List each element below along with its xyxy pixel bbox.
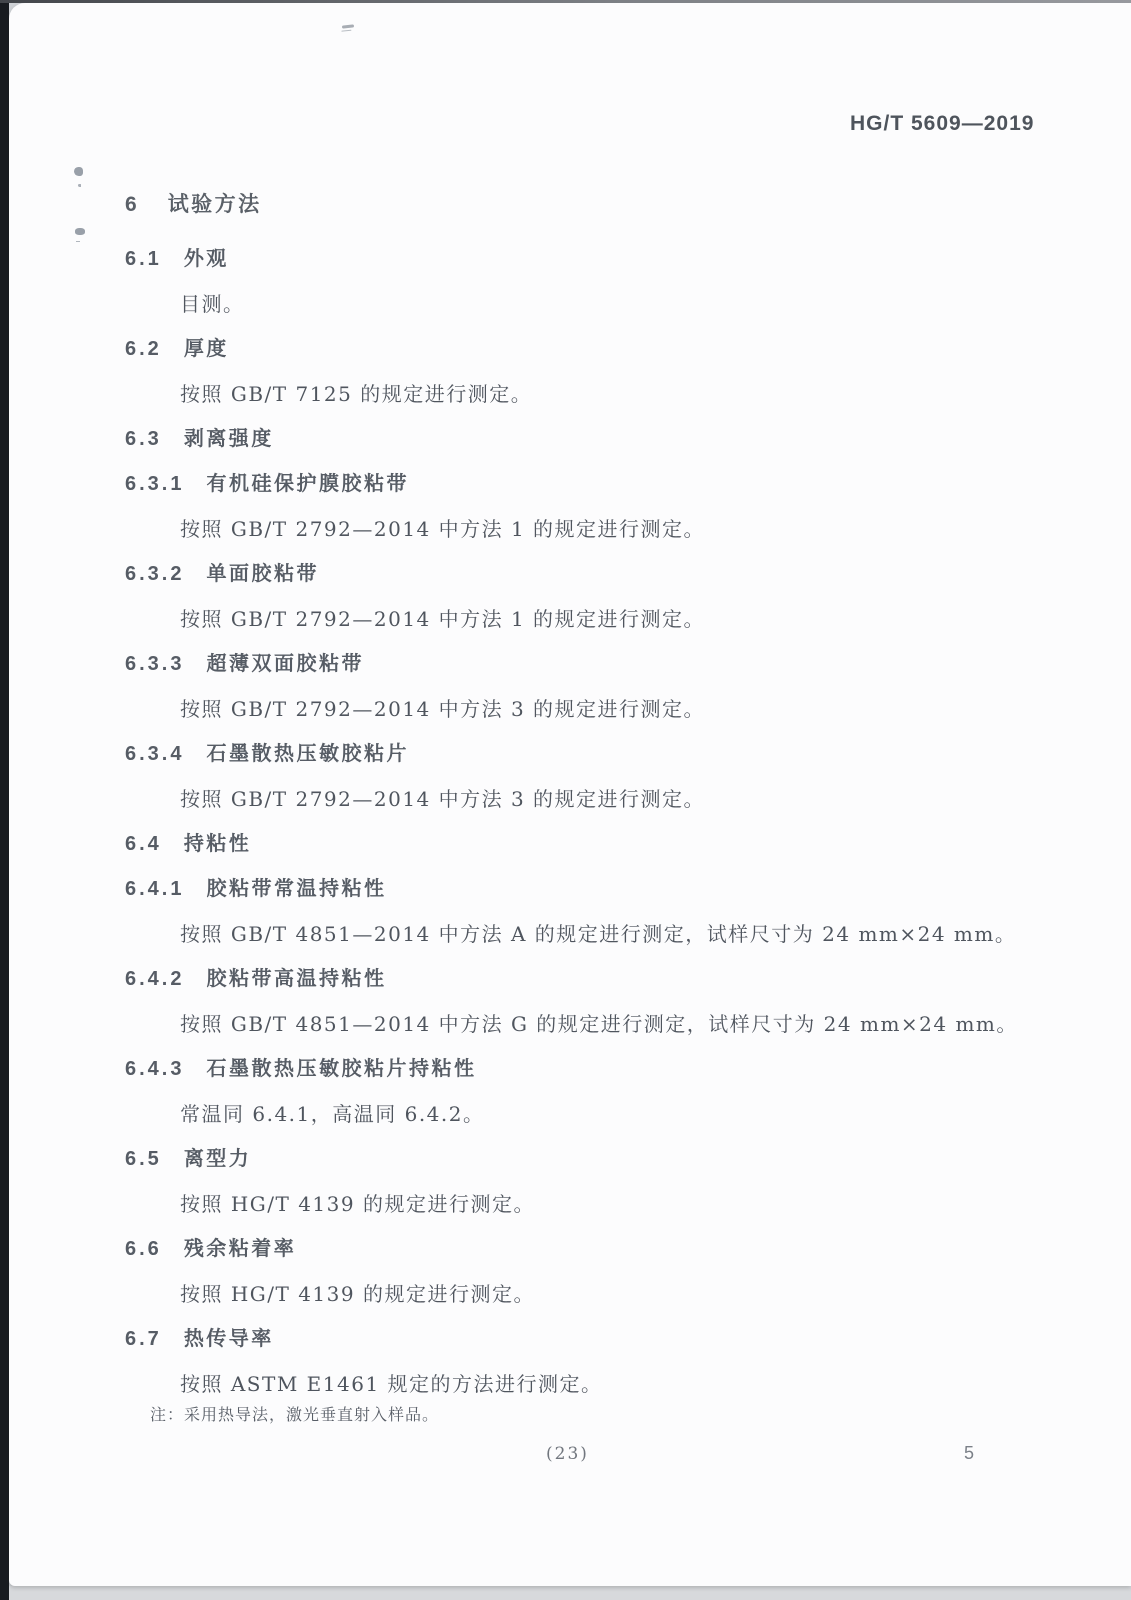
clause-title: 厚度 [183,338,229,360]
footer-page-number: 5 [964,1443,975,1463]
clause-title: 离型力 [183,1148,252,1170]
clause-number: 6 [125,193,140,216]
clause-6-3-heading [0,429,1131,449]
clause-title: 石墨散热压敏胶粘片 [206,743,409,765]
clause-6-2-heading [0,339,1131,359]
clause-6-7-heading [0,1329,1131,1349]
clause-title: 试验方法 [167,193,262,216]
clause-number: 6.3.1 [125,473,185,495]
clause-title: 单面胶粘带 [206,563,319,585]
clause-6-5-body: 按照 HG/T 4139 的规定进行测定。 [180,1192,535,1216]
clause-6-5-heading [0,1149,1131,1169]
clause-title: 持粘性 [183,833,252,855]
clause-6-2-body: 按照 GB/T 7125 的规定进行测定。 [180,382,533,406]
clause-6-4-2-heading [0,969,1131,989]
clause-number: 6.3 [125,428,162,450]
clause-title: 石墨散热压敏胶粘片持粘性 [206,1058,477,1080]
scan-top-edge [0,0,1131,3]
clause-number: 6.7 [125,1328,162,1350]
clause-6-6-body: 按照 HG/T 4139 的规定进行测定。 [180,1282,535,1306]
clause-number: 6.3.4 [125,743,185,765]
clause-number: 6.2 [125,338,162,360]
clause-6-4-2-body: 按照 GB/T 4851—2014 中方法 G 的规定进行测定，试样尺寸为 24 mm×24 mm。 [180,1012,1018,1036]
clause-number: 6.3.3 [125,653,185,675]
document-body [0,195,1131,1423]
clause-title: 残余粘着率 [183,1238,297,1260]
clause-6-3-3-heading [0,654,1131,674]
clause-6-4-heading [0,834,1131,854]
clause-title: 胶粘带高温持粘性 [206,968,387,990]
clause-number: 6.4.2 [125,968,185,990]
clause-title: 热传导率 [183,1328,274,1350]
clause-6-3-1-body: 按照 GB/T 2792—2014 中方法 1 的规定进行测定。 [180,517,706,541]
clause-6-4-3-body: 常温同 6.4.1，高温同 6.4.2。 [180,1102,485,1126]
clause-6-7-body: 按照 ASTM E1461 规定的方法进行测定。 [180,1372,603,1396]
clause-6-heading [0,195,1131,215]
clause-6-4-1-heading [0,879,1131,899]
clause-title: 有机硅保护膜胶粘带 [206,473,409,495]
clause-6-4-1-body: 按照 GB/T 4851—2014 中方法 A 的规定进行测定，试样尺寸为 24 mm×24 mm。 [180,922,1017,946]
clause-number: 6.5 [125,1148,162,1170]
clause-title: 胶粘带常温持粘性 [206,878,387,900]
clause-6-3-2-body: 按照 GB/T 2792—2014 中方法 1 的规定进行测定。 [180,607,706,631]
clause-number: 6.1 [125,248,162,270]
clause-6-3-4-heading [0,744,1131,764]
clause-6-3-1-heading [0,474,1131,494]
footer-volume-number: (23) [546,1444,589,1464]
clause-number: 6.3.2 [125,563,185,585]
standard-number: HG/T 5609—2019 [850,112,1035,135]
clause-6-7-note: 注：采用热导法，激光垂直射入样品。 [150,1405,440,1424]
clause-number: 6.4 [125,833,162,855]
clause-title: 外观 [183,248,229,270]
clause-title: 剥离强度 [183,428,274,450]
clause-6-3-4-body: 按照 GB/T 2792—2014 中方法 3 的规定进行测定。 [180,787,706,811]
clause-6-3-2-heading [0,564,1131,584]
ink-speck [74,167,83,176]
clause-number: 6.6 [125,1238,162,1260]
clause-6-6-heading [0,1239,1131,1259]
scan-bottom-gap [9,1586,1131,1600]
clause-number: 6.4.1 [125,878,185,900]
clause-title: 超薄双面胶粘带 [206,653,364,675]
scan-left-edge [0,0,9,1600]
clause-6-3-3-body: 按照 GB/T 2792—2014 中方法 3 的规定进行测定。 [180,697,706,721]
clause-6-4-3-heading [0,1059,1131,1079]
clause-6-1-heading [0,249,1131,269]
clause-number: 6.4.3 [125,1058,185,1080]
clause-6-1-body: 目测。 [180,292,245,316]
